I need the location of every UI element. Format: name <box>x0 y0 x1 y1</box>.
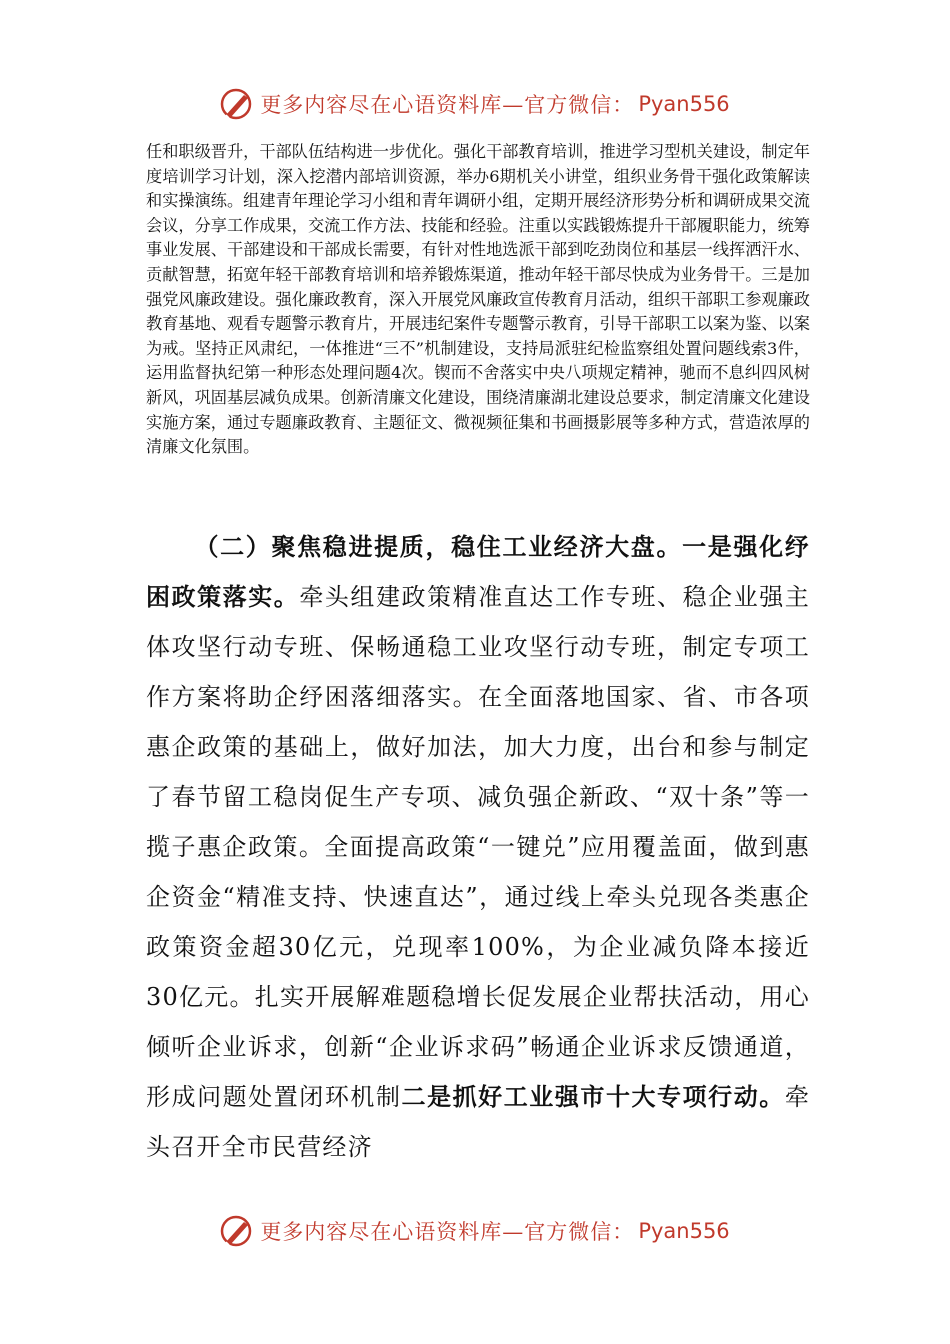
wechat-id: Pyan556 <box>638 1219 730 1243</box>
header-banner <box>0 84 950 124</box>
second-text: 牵头召开全市民营经济 <box>146 1083 811 1161</box>
section-paragraph <box>146 522 810 1172</box>
paragraph-small: 任和职级晋升，干部队伍结构进一步优化。强化干部教育培训，推进学习型机关建设，制定年度培训学习计划，深入挖潜内部培训资源，举办6期机关小讲堂，组织业务骨干强化政策解读和实操演练。组建青年理论学习小组和青年调研小组，定期开展经济形势分析和调研成果交流会议，分享工作成果，交流工作方法、技能和经验。注重以实践锻炼提升干部履职能力，统筹事业发展、干部建设和干部成长需要，有针对性地选派干部到吃劲岗位和基层一线挥洒汗水、贡献智慧，拓宽年轻干部教育培训和培养锻炼渠道，推动年轻干部尽快成为业务骨干。三是加强党风廉政建设。强化廉政教育，深入开展党风廉政宣传教育月活动，组织干部职工参观廉政教育基地、观看专题警示教育片，开展违纪案件专题警示教育，引导干部职工以案为鉴、以案为戒。坚持正风肃纪，一体推进“三不”机制建设，支持局派驻纪检监察组处置问题线索3件，运用监督执纪第一种形态处理问题4次。锲而不舍落实中央八项规定精神，驰而不息纠四风树新风，巩固基层减负成果。创新清廉文化建设，围绕清廉湖北建设总要求，制定清廉文化建设实施方案，通过专题廉政教育、主题征文、微视频征集和书画摄影展等多种方式，营造浓厚的清廉文化氛围。 <box>146 142 810 457</box>
banner-text: 更多内容尽在心语资料库—官方微信： <box>260 93 635 117</box>
banner-text: 更多内容尽在心语资料库—官方微信： <box>260 1220 635 1244</box>
section-text: 牵头组建政策精准直达工作专班、稳企业强主体攻坚行动专班、保畅通稳工业攻坚行动专班，制定专项工作方案将助企纾困落细落实。在全面落地国家、省、市各项惠企政策的基础上，做好加法，加大力度，出台和参与制定了春节留工稳岗促生产专项、减负强企新政、“双十条”等一揽子惠企政策。全面提高政策“一键兑”应用覆盖面，做到惠企资金“精准支持、快速直达”，通过线上牵头兑现各类惠企政策资金超30亿元，兑现率100%，为企业减负降本接近30亿元。扎实开展解难题稳增长促发展企业帮扶活动，用心倾听企业诉求，创新“企业诉求码”畅通企业诉求反馈通道，形成问题处置闭环机制 <box>146 583 810 1111</box>
wechat-id: Pyan556 <box>638 92 730 116</box>
footer-banner <box>0 1211 950 1251</box>
pen-logo-icon <box>220 1214 254 1248</box>
pen-logo-icon <box>220 87 254 121</box>
second-heading: 二是抓好工业强市十大专项行动。 <box>401 1082 785 1111</box>
section-heading: （二）聚焦稳进提质，稳住工业经济大盘。一是强化纾困政策落实。 <box>146 532 810 611</box>
